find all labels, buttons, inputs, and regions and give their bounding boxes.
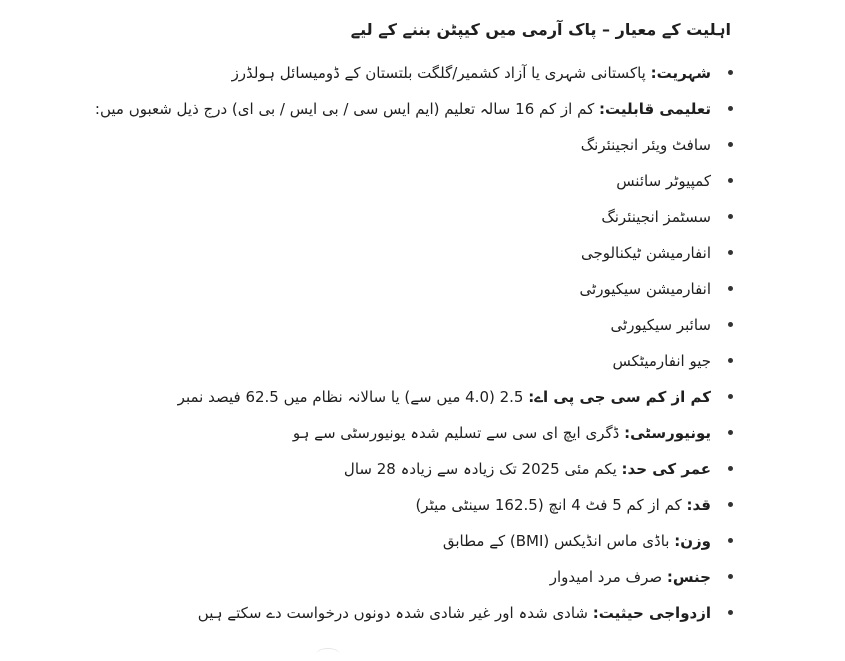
item-label: یونیورسٹی: (624, 424, 711, 442)
item-text: باڈی ماس انڈیکس (BMI) کے مطابق (442, 532, 675, 550)
list-item-age-limit (93, 451, 733, 487)
list-item-field (93, 271, 733, 307)
item-text: پاکستانی شہری یا آزاد کشمیر/گلگت بلتستان کے ڈومیسائل ہولڈرز (231, 64, 651, 82)
list-item-field (93, 235, 733, 271)
item-label: تعلیمی قابلیت: (598, 100, 711, 118)
item-text: کم از کم 5 فٹ 4 انچ (162.5 سینٹی میٹر) (415, 496, 687, 514)
item-label: جنس: (666, 568, 711, 586)
list-item-height (93, 487, 733, 523)
item-text: صرف مرد امیدوار (549, 568, 667, 586)
eligibility-list (93, 55, 733, 631)
item-label: وزن: (674, 532, 711, 550)
item-text: انفارمیشن ٹیکنالوجی (580, 244, 711, 262)
list-item-gender (93, 559, 733, 595)
list-item-weight (93, 523, 733, 559)
list-item-university (93, 415, 733, 451)
document-content (93, 18, 733, 631)
item-text: سسٹمز انجینئرنگ (601, 208, 711, 226)
list-item-marital-status (93, 595, 733, 631)
list-item-field (93, 199, 733, 235)
item-text: ڈگری ایچ ای سی سے تسلیم شدہ یونیورسٹی سے ہو (292, 424, 625, 442)
item-text: کمپیوٹر سائنس (616, 172, 711, 190)
item-text: جیو انفارمیٹکس (612, 352, 711, 370)
item-text: کم از کم 16 سالہ تعلیم (ایم ایس سی / بی ایس / بی ای) درج ذیل شعبوں میں: (94, 100, 599, 118)
item-label: عمر کی حد: (621, 460, 711, 478)
list-item-cgpa (93, 379, 733, 415)
item-text: شادی شدہ اور غیر شادی شدہ دونوں درخواست دے سکتے ہیں (197, 604, 593, 622)
item-text: انفارمیشن سیکیورٹی (579, 280, 711, 298)
item-text: یکم مئی 2025 تک زیادہ سے زیادہ 28 سال (343, 460, 622, 478)
item-text: سافٹ ویئر انجینئرنگ (580, 136, 711, 154)
item-label: کم از کم سی جی پی اے: (528, 388, 711, 406)
list-item-field (93, 307, 733, 343)
list-item-field (93, 343, 733, 379)
item-text: 2.5 (4.0 میں سے) یا سالانہ نظام میں 62.5 فیصد نمبر (177, 388, 529, 406)
list-item-citizenship (93, 55, 733, 91)
item-label: قد: (686, 496, 711, 514)
list-item-education (93, 91, 733, 127)
page-title: اہلیت کے معیار – پاک آرمی میں کیپٹن بننے کے لیے (350, 20, 731, 39)
item-text: سائبر سیکیورٹی (610, 316, 711, 334)
list-item-field (93, 127, 733, 163)
item-label: ازدواجی حیثیت: (592, 604, 711, 622)
item-label: شہریت: (650, 64, 711, 82)
list-item-field (93, 163, 733, 199)
scroll-indicator (316, 648, 340, 661)
